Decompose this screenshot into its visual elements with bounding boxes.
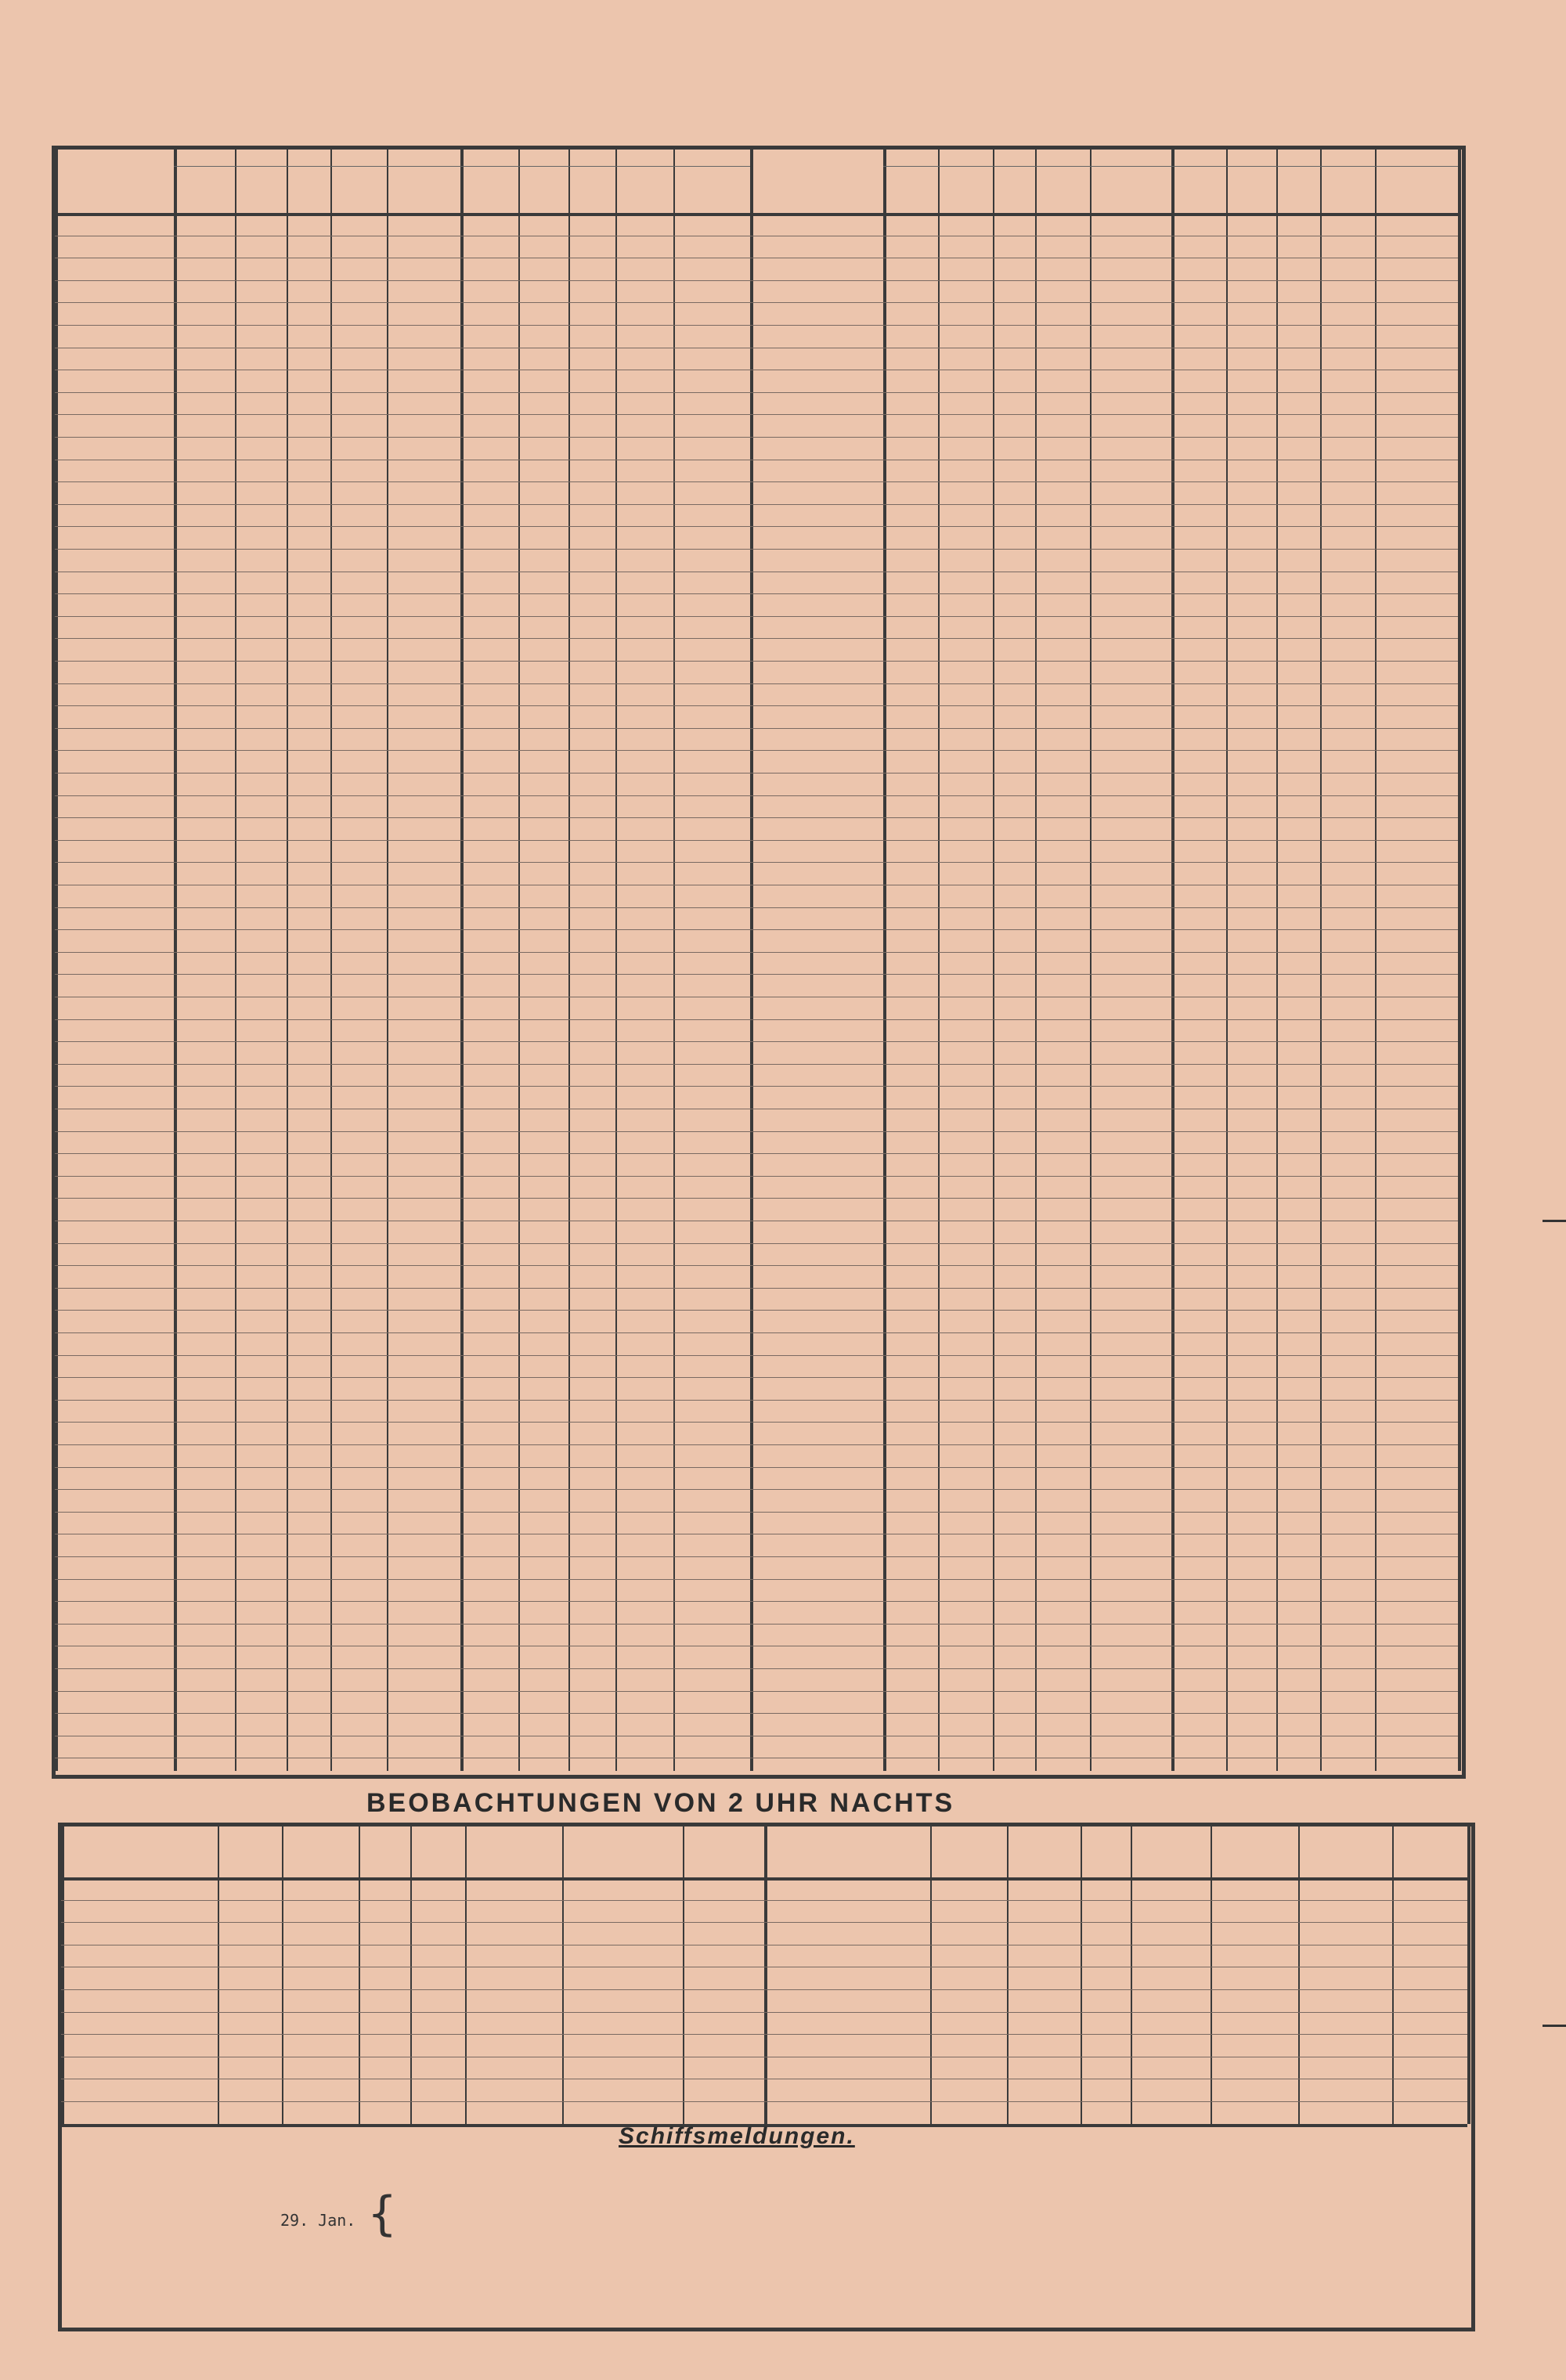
row-rule xyxy=(55,1243,1458,1244)
row-rule xyxy=(55,280,1458,281)
col-line xyxy=(1467,1823,1470,2124)
col-line xyxy=(1320,146,1322,1771)
row-rule xyxy=(55,1512,1458,1513)
ship-reports-title: Schiffsmeldungen. xyxy=(619,2123,855,2149)
row-rule xyxy=(55,1624,1458,1625)
col-line xyxy=(460,146,464,1771)
row-rule xyxy=(55,1310,1458,1311)
ship-brace: { xyxy=(368,2187,397,2241)
col-line xyxy=(883,146,886,1771)
col-line xyxy=(1276,146,1278,1771)
row-rule xyxy=(55,302,1458,303)
row-rule xyxy=(55,907,1458,908)
col-line xyxy=(673,146,675,1771)
row-rule xyxy=(55,1601,1458,1602)
row-rule xyxy=(55,1713,1458,1714)
col-line xyxy=(568,146,570,1771)
row-rule xyxy=(55,1579,1458,1580)
col-line xyxy=(174,146,177,1771)
row-rule xyxy=(55,1422,1458,1423)
row-rule xyxy=(61,2012,1467,2013)
row-rule xyxy=(55,1086,1458,1087)
header-rule xyxy=(55,213,1458,216)
row-rule xyxy=(55,1019,1458,1020)
row-rule xyxy=(55,750,1458,751)
row-rule xyxy=(55,638,1458,639)
row-rule xyxy=(55,840,1458,841)
row-rule xyxy=(55,1265,1458,1266)
row-rule xyxy=(55,1153,1458,1154)
row-rule xyxy=(55,481,1458,482)
row-rule xyxy=(55,1041,1458,1042)
col-line xyxy=(1458,146,1461,1771)
header-rule xyxy=(61,1877,1467,1881)
col-line xyxy=(750,146,753,1771)
row-rule xyxy=(61,2101,1467,2102)
row-rule xyxy=(55,325,1458,326)
subheader-rule xyxy=(460,166,750,167)
col-line xyxy=(55,146,58,1771)
row-rule xyxy=(55,593,1458,594)
col-line xyxy=(938,146,940,1771)
row-rule xyxy=(55,1556,1458,1557)
subheader-rule xyxy=(1171,166,1458,167)
row-rule xyxy=(55,504,1458,505)
row-rule xyxy=(55,549,1458,550)
row-rule xyxy=(55,1288,1458,1289)
row-rule xyxy=(55,929,1458,930)
col-line xyxy=(1226,146,1228,1771)
row-rule xyxy=(55,526,1458,527)
row-rule xyxy=(55,817,1458,818)
col-line xyxy=(1375,146,1377,1771)
col-line xyxy=(387,146,388,1771)
row-rule xyxy=(55,1332,1458,1333)
col-line xyxy=(235,146,236,1771)
row-rule xyxy=(61,1989,1467,1990)
col-line xyxy=(1090,146,1092,1771)
col-line xyxy=(287,146,288,1771)
row-rule xyxy=(55,437,1458,438)
col-line xyxy=(1171,146,1174,1771)
row-rule xyxy=(55,1176,1458,1177)
row-rule xyxy=(55,1377,1458,1378)
row-rule xyxy=(55,1691,1458,1692)
col-line xyxy=(615,146,617,1771)
row-rule xyxy=(55,862,1458,863)
row-rule xyxy=(55,661,1458,662)
row-rule xyxy=(55,392,1458,393)
row-rule xyxy=(55,1489,1458,1490)
row-rule xyxy=(55,414,1458,415)
row-rule xyxy=(55,795,1458,796)
row-rule xyxy=(55,1131,1458,1132)
row-rule xyxy=(55,974,1458,975)
row-rule xyxy=(55,705,1458,706)
col-line xyxy=(1035,146,1037,1771)
subheader-rule xyxy=(174,166,460,167)
row-rule xyxy=(55,1444,1458,1445)
row-rule xyxy=(61,1922,1467,1923)
row-rule xyxy=(55,728,1458,729)
row-rule xyxy=(61,1900,1467,1901)
row-rule xyxy=(55,1467,1458,1468)
row-rule xyxy=(55,952,1458,953)
night-section-title: BEOBACHTUNGEN VON 2 UHR NACHTS xyxy=(366,1788,955,1818)
col-line xyxy=(518,146,520,1771)
margin-mark-1 xyxy=(1543,1220,1566,1222)
row-rule xyxy=(55,1400,1458,1401)
ship-date: 29. Jan. xyxy=(280,2211,356,2230)
margin-mark-2 xyxy=(1543,2025,1566,2027)
subheader-rule xyxy=(883,166,1171,167)
row-rule xyxy=(55,616,1458,617)
row-rule xyxy=(55,1064,1458,1065)
row-rule xyxy=(55,1198,1458,1199)
col-line xyxy=(330,146,332,1771)
row-rule xyxy=(61,2034,1467,2035)
row-rule xyxy=(55,773,1458,774)
row-rule xyxy=(55,683,1458,684)
row-rule xyxy=(55,1355,1458,1356)
col-line xyxy=(993,146,994,1771)
row-rule xyxy=(55,1668,1458,1669)
